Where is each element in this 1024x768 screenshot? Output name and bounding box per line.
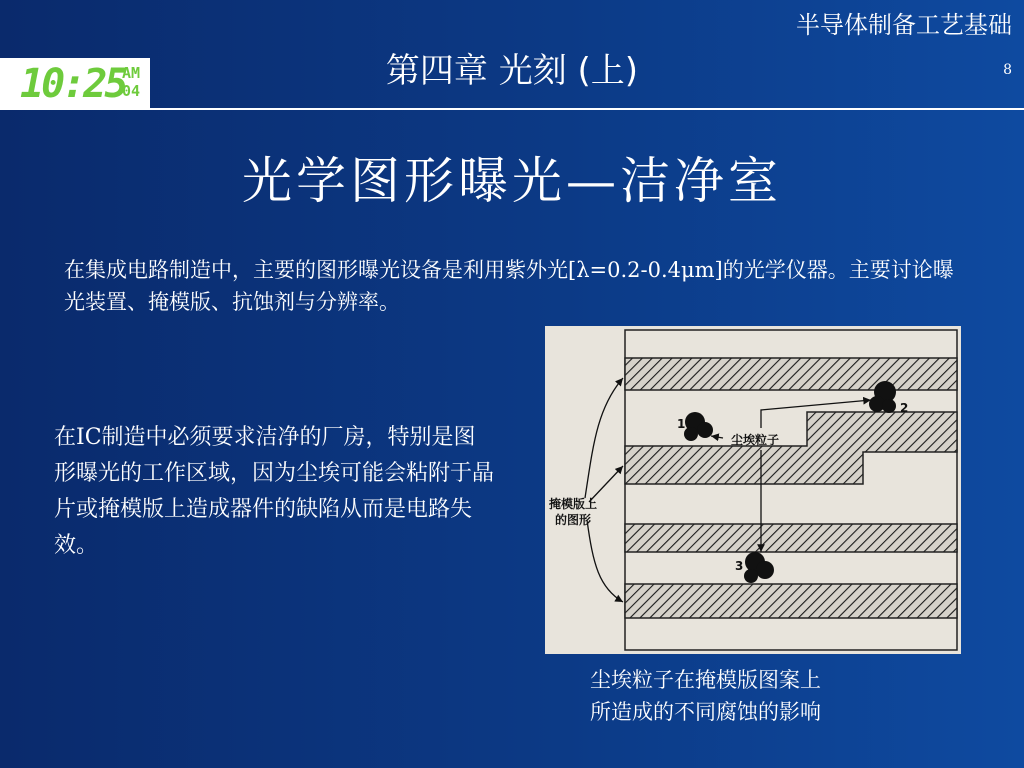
- clock-day: 04: [122, 82, 141, 100]
- pattern-label-line2: 的图形: [555, 513, 592, 527]
- caption-line-2: 所造成的不同腐蚀的影响: [590, 700, 821, 724]
- hatched-band-step: [625, 412, 957, 484]
- clock-time: 10:25: [20, 61, 126, 107]
- dust-particle-1: [684, 412, 713, 441]
- figure-caption: [590, 664, 920, 728]
- hatched-band-top: [625, 358, 957, 390]
- intro-paragraph: 在集成电路制造中，主要的图形曝光设备是利用紫外光[λ=0.2-0.4μm]的光学仪器。主要讨论曝光装置、掩模版、抗蚀剂与分辨率。: [64, 258, 954, 314]
- hatched-band-lower: [625, 524, 957, 552]
- dust-particle-figure: [545, 326, 961, 654]
- figure-number-1: 1: [677, 417, 686, 431]
- header-divider: [0, 108, 1024, 110]
- course-title: 半导体制备工艺基础: [796, 11, 1012, 39]
- pattern-arrow-3: [587, 520, 623, 602]
- clock-ampm: AM: [122, 64, 141, 82]
- figure-number-3: 3: [735, 559, 744, 573]
- pattern-arrow-1: [585, 378, 623, 498]
- cleanroom-paragraph: 在IC制造中必须要求洁净的厂房，特别是图形曝光的工作区域，因为尘埃可能会粘附于晶片或掩模版上造成器件的缺陷从而是电路失效。: [54, 425, 495, 558]
- hatched-band-bottom: [625, 584, 957, 618]
- figure-number-2: 2: [900, 401, 909, 415]
- pattern-label-line1: 掩模版上: [549, 497, 598, 511]
- particle-arrow-1: [711, 436, 723, 438]
- particle-label: 尘埃粒子: [731, 433, 780, 447]
- dust-particle-3: [744, 552, 774, 583]
- figure-diagram: [545, 326, 961, 654]
- caption-line-1: 尘埃粒子在掩模版图案上: [590, 668, 821, 692]
- slide-title: 光学图形曝光—洁净室: [242, 152, 782, 210]
- page-number: 8: [1003, 62, 1012, 78]
- chapter-title: 第四章 光刻 (上): [385, 51, 639, 91]
